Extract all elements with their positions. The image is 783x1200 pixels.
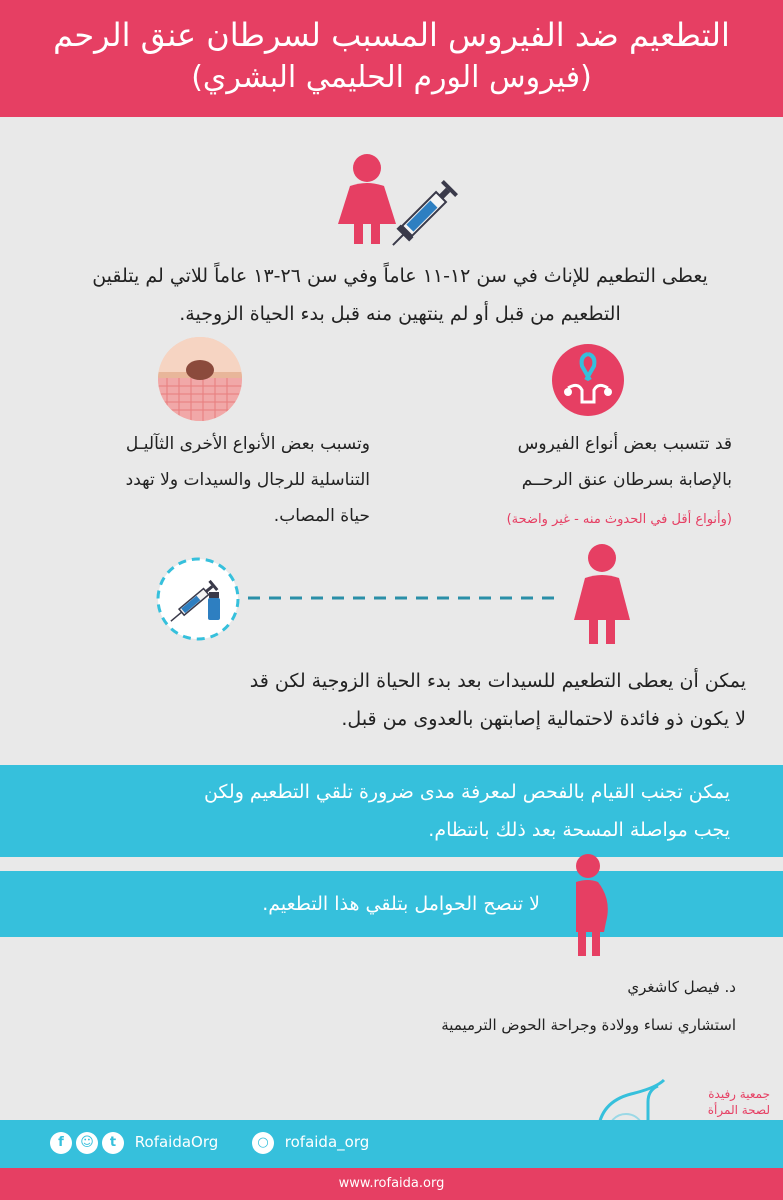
screening-band [0, 765, 783, 857]
woman-syringe-illustration [330, 148, 460, 248]
woman-icon [338, 154, 396, 244]
cervical-cancer-ribbon-icon [552, 344, 624, 416]
page-subtitle: (فيروس الورم الحليمي البشري) [191, 60, 592, 95]
skin-warts-icon [157, 336, 243, 422]
twitter-icon[interactable]: t [102, 1132, 124, 1154]
page-title: التطعيم ضد الفيروس المسبب لسرطان عنق الرحم [53, 16, 730, 54]
age-info-line2: التطعيم من قبل أو لم ينتهين منه قبل بدء الحياة الزوجية. [179, 303, 621, 325]
age-info-text [40, 257, 760, 333]
author-name: د. فيصل كاشغري [627, 978, 736, 996]
logo-arabic-name [670, 1086, 770, 1118]
social-handle-group-left [46, 1128, 218, 1156]
instagram-icon[interactable]: ○ [252, 1132, 274, 1154]
snapchat-icon[interactable]: ☺ [76, 1132, 98, 1154]
age-info-line1: يعطى التطعيم للإناث في سن ١٢-١١ عاماً وفي سن ٢٦-١٣ عاماً للاتي لم يتلقين [92, 265, 708, 287]
married-women-info-text [40, 662, 746, 738]
pregnant-woman-icon [566, 852, 616, 962]
website-bar [0, 1168, 783, 1200]
woman-icon-2 [572, 540, 632, 650]
social-handle-left[interactable]: RofaidaOrg [134, 1133, 219, 1151]
cancer-note: (وأنواع أقل في الحدوث منه - غير واضحة) [506, 512, 732, 527]
screening-line2: يجب مواصلة المسحة بعد ذلك بانتظام. [428, 819, 730, 841]
pregnancy-band [0, 871, 783, 937]
pregnancy-warning-text: لا تنصح الحوامل بتلقي هذا التطعيم. [262, 893, 540, 915]
cancer-info-text [420, 426, 732, 538]
warts-info-text [30, 426, 370, 534]
married-line2: لا يكون ذو فائدة لاحتمالية إصابتهن بالعدوى من قبل. [341, 708, 746, 730]
logo-arabic-line2: لصحة المرأة [707, 1103, 770, 1117]
cancer-line2: بالإصابة بسرطان عنق الرحــم [521, 470, 732, 490]
social-handle-group-right [248, 1128, 369, 1156]
warts-line1: وتسبب بعض الأنواع الأخرى الثآليـل [125, 434, 370, 454]
screening-line1: يمكن تجنب القيام بالفحص لمعرفة مدى ضرورة تلقي التطعيم ولكن [203, 781, 730, 803]
warts-line3: حياة المصاب. [273, 506, 370, 526]
dashed-connector [248, 592, 560, 604]
cancer-line1: قد تتسبب بعض أنواع الفيروس [517, 434, 732, 454]
social-handle-right[interactable]: rofaida_org [284, 1133, 370, 1151]
syringe-icon [386, 180, 458, 248]
header-banner [0, 0, 783, 117]
facebook-icon[interactable]: f [50, 1132, 72, 1154]
warts-line2: التناسلية للرجال والسيدات ولا تهدد [125, 470, 370, 490]
logo-arabic-line1: جمعية رفيدة [708, 1087, 770, 1101]
author-title: استشاري نساء وولادة وجراحة الحوض الترميمية [441, 1016, 736, 1034]
married-line1: يمكن أن يعطى التطعيم للسيدات بعد بدء الحياة الزوجية لكن قد [249, 670, 746, 692]
vaccine-circle-icon [155, 556, 241, 642]
website-link[interactable]: www.rofaida.org [338, 1176, 445, 1191]
